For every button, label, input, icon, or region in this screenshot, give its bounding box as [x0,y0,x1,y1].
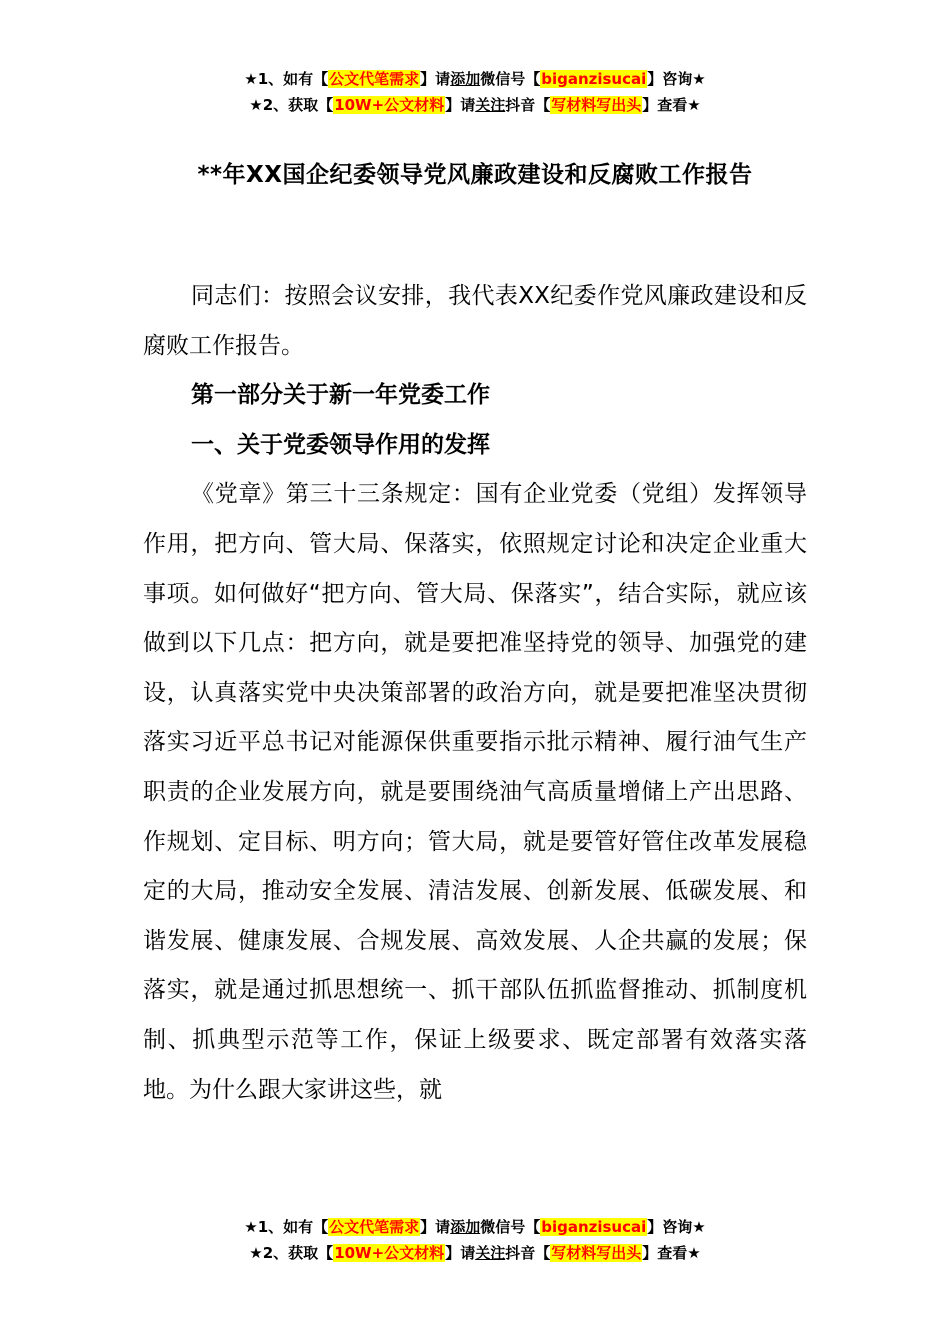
banner-highlight: 10W+公文材料 [334,96,445,114]
document-body [143,272,807,1115]
document-title: **年XX国企纪委领导党风廉政建设和反腐败工作报告 [197,162,753,188]
banner-line-1 [0,1214,950,1240]
banner-text: 】请 [445,96,476,114]
top-banner [0,66,950,118]
banner-text: 微信号【 [480,70,541,88]
banner-text: 】查看★ [642,1244,701,1262]
banner-underlined: 添加 [450,1218,481,1236]
banner-text: 】咨询★ [647,70,706,88]
banner-highlight: 写材料写出头 [551,96,642,114]
banner-underlined: 关注 [475,1244,506,1262]
banner-line-1 [0,66,950,92]
banner-highlight: 公文代笔需求 [329,1218,420,1236]
banner-line-2 [0,92,950,118]
banner-text: ★2、获取【 [249,96,334,114]
banner-text: 抖音【 [505,96,551,114]
banner-text: ★1、如有【 [244,70,329,88]
banner-highlight: biganzisucai [541,70,647,88]
bottom-banner [0,1214,950,1266]
banner-highlight: 10W+公文材料 [334,1244,445,1262]
banner-text: 】查看★ [642,96,701,114]
banner-text: ★2、获取【 [249,1244,334,1262]
banner-line-2 [0,1240,950,1266]
part-heading: 第一部分关于新一年党委工作 [191,382,490,409]
banner-text: 】请 [445,1244,476,1262]
banner-underlined: 添加 [450,70,481,88]
banner-highlight: 写材料写出头 [551,1244,642,1262]
banner-text: 微信号【 [480,1218,541,1236]
banner-underlined: 关注 [475,96,506,114]
banner-text: 抖音【 [505,1244,551,1262]
banner-highlight: biganzisucai [541,1218,647,1236]
banner-text: 】请 [420,70,451,88]
body-paragraph: 《党章》第三十三条规定：国有企业党委（党组）发挥领导作用，把方向、管大局、保落实，依照规定讨论和决定企业重大事项。如何做好“把方向、管大局、保落实”，结合实际，就应该做到以下几点：把方向，就是要把准坚持党的领导、加强党的建设，认真落实党中央决策部署的政治方向，就是要把准坚决贯彻落实习近平总书记对能源保供重要指示批示精神、履行油气生产职责的企业发展方向，就是要围绕油气高质量增储上产出思路、作规划、定目标、明方向；管大局，就是要管好管住改革发展稳定的大局，推动安全发展、清洁发展、创新发展、低碳发展、和谐发展、健康发展、合规发展、高效发展、人企共赢的发展；保落实，就是通过抓思想统一、抓干部队伍抓监督推动、抓制度机制、抓典型示范等工作，保证上级要求、既定部署有效落实落地。为什么跟大家讲这些，就 [143,481,807,1103]
opening-paragraph: 同志们：按照会议安排，我代表XX纪委作党风廉政建设和反腐败工作报告。 [143,283,807,359]
banner-text: 】请 [420,1218,451,1236]
section-heading: 一、关于党委领导作用的发挥 [191,431,490,458]
banner-highlight: 公文代笔需求 [329,70,420,88]
banner-text: ★1、如有【 [244,1218,329,1236]
banner-text: 】咨询★ [647,1218,706,1236]
